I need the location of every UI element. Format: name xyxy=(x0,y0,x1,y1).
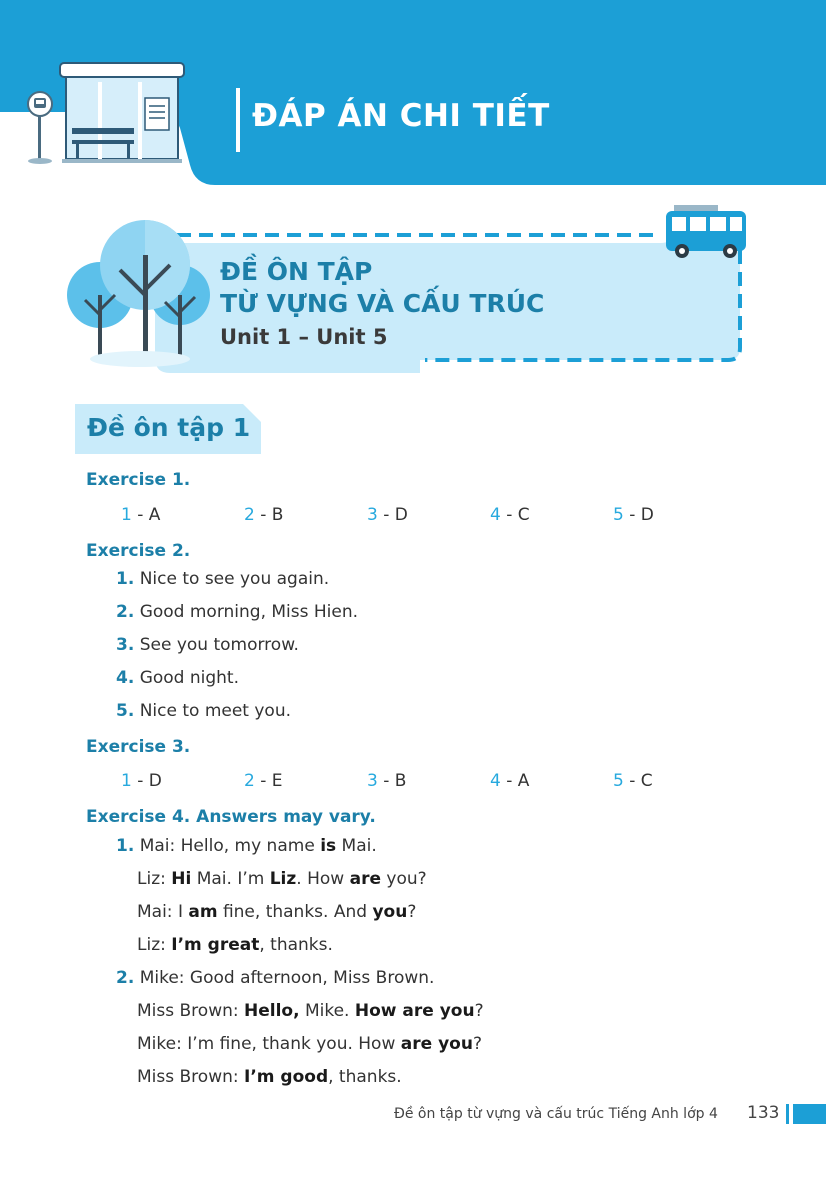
page-number: 133 xyxy=(747,1103,780,1123)
dialogue-1-line-3: Mai: I am fine, thanks. And you? xyxy=(137,902,417,922)
list-item: 4. Good night. xyxy=(116,668,240,688)
section-title: Đề ôn tập 1 xyxy=(87,413,251,442)
answer-item: 4 - C xyxy=(490,505,530,525)
exercise-3-title: Exercise 3. xyxy=(86,737,191,757)
exercise-2-title: Exercise 2. xyxy=(86,541,191,561)
footer-book-title: Đề ôn tập từ vựng và cấu trúc Tiếng Anh lớp 4 xyxy=(394,1106,718,1122)
exercise-1-answers xyxy=(0,505,826,529)
exercise-4-title: Exercise 4. Answers may vary. xyxy=(86,807,376,827)
page-title: ĐÁP ÁN CHI TIẾT xyxy=(252,98,550,134)
banner-title-line1: ĐỀ ÔN TẬP xyxy=(220,257,373,286)
header-divider xyxy=(236,88,240,152)
dialogue-1-line-2: Liz: Hi Mai. I’m Liz. How are you? xyxy=(137,869,427,889)
answer-item: 5 - D xyxy=(613,505,654,525)
list-item: 3. See you tomorrow. xyxy=(116,635,299,655)
section-tag xyxy=(75,404,261,454)
banner-background xyxy=(60,195,760,380)
dialogue-1-line-1: 1. Mai: Hello, my name is Mai. xyxy=(116,836,377,856)
answer-item: 1 - D xyxy=(121,771,162,791)
bus-stop-sign-icon xyxy=(28,92,52,164)
answer-item: 5 - C xyxy=(613,771,653,791)
banner-subtitle: Unit 1 – Unit 5 xyxy=(220,325,388,349)
answer-item: 4 - A xyxy=(490,771,530,791)
bus-shelter-icon xyxy=(60,63,184,163)
exercise-3-answers xyxy=(0,771,826,795)
dialogue-2-line-1: 2. Mike: Good afternoon, Miss Brown. xyxy=(116,968,435,988)
answer-item: 2 - B xyxy=(244,505,284,525)
chapter-banner xyxy=(60,195,760,380)
page-number-tab xyxy=(793,1104,826,1124)
list-item: 1. Nice to see you again. xyxy=(116,569,330,589)
answer-item: 3 - B xyxy=(367,771,407,791)
dialogue-1-line-4: Liz: I’m great, thanks. xyxy=(137,935,333,955)
answer-item: 2 - E xyxy=(244,771,283,791)
dialogue-2-line-3: Mike: I’m fine, thank you. How are you? xyxy=(137,1034,482,1054)
page-number-marker xyxy=(786,1104,789,1124)
banner-title-line2: TỪ VỰNG VÀ CẤU TRÚC xyxy=(220,289,545,318)
header-background xyxy=(0,0,826,185)
dialogue-2-line-4: Miss Brown: I’m good, thanks. xyxy=(137,1067,402,1087)
page-header xyxy=(0,0,826,185)
car-icon xyxy=(666,205,746,258)
answer-item: 1 - A xyxy=(121,505,161,525)
dialogue-2-line-2: Miss Brown: Hello, Mike. How are you? xyxy=(137,1001,484,1021)
list-item: 2. Good morning, Miss Hien. xyxy=(116,602,359,622)
exercise-1-title: Exercise 1. xyxy=(86,470,191,490)
list-item: 5. Nice to meet you. xyxy=(116,701,292,721)
answer-item: 3 - D xyxy=(367,505,408,525)
